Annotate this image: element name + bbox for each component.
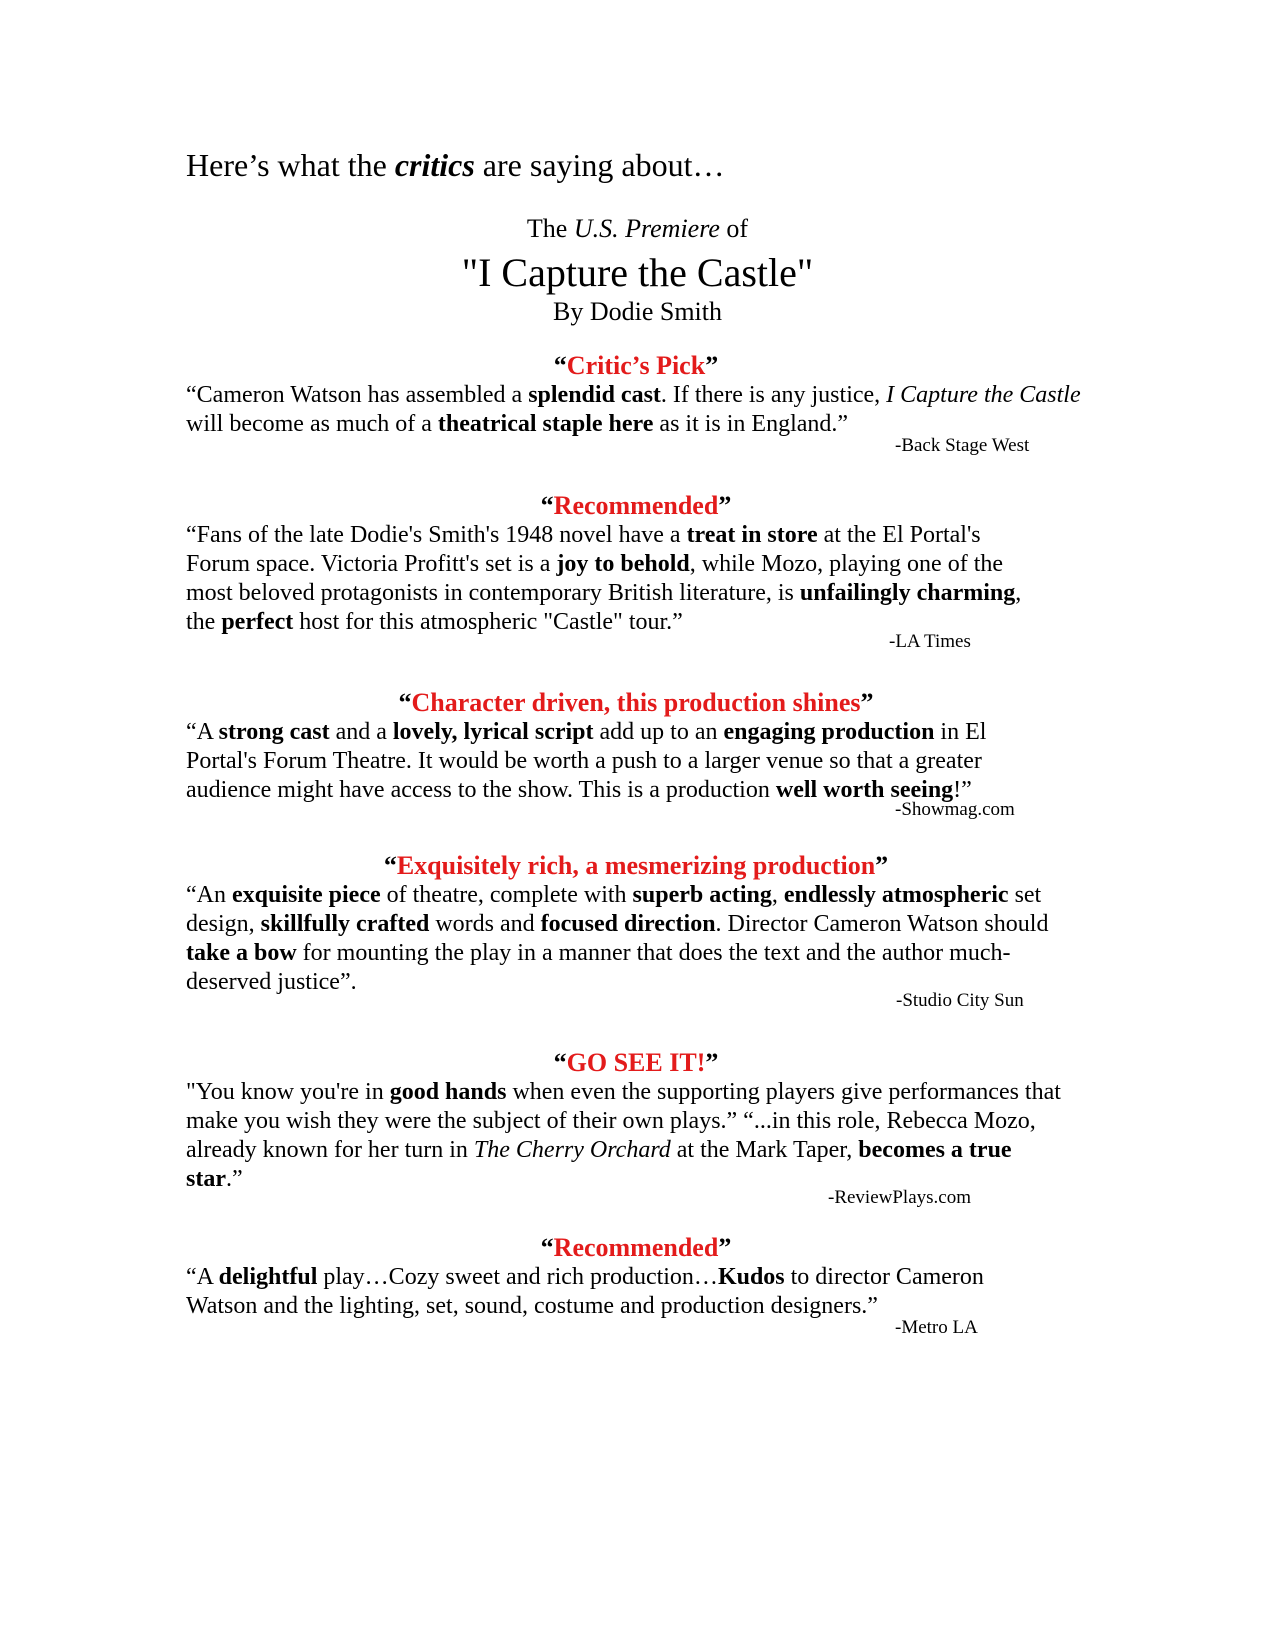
- review-heading: “Character driven, this production shines”: [398, 688, 874, 717]
- review-quote: [186, 1263, 1006, 1321]
- quote-emphasis-bold: exquisite piece: [231, 882, 381, 908]
- review-source: -Studio City Sun: [896, 990, 1024, 1011]
- quote-emphasis-bold: unfailingly charming: [799, 580, 1016, 606]
- quote-text: "You know you're in: [186, 1079, 390, 1105]
- quote-text: for mounting the play in a manner that does the text and the author much-deserved justice”.: [186, 940, 1011, 995]
- review-source: -Showmag.com: [895, 799, 1015, 820]
- intro-emphasis: critics: [394, 147, 475, 183]
- quote-text: !”: [953, 777, 972, 803]
- quote-emphasis-bold: lovely, lyrical script: [392, 719, 594, 745]
- review-heading-text: Character driven, this production shines: [411, 688, 861, 717]
- quote-emphasis-bold: delightful: [218, 1264, 318, 1290]
- quote-text: at the Mark Taper,: [670, 1137, 859, 1163]
- quote-text: as it is in England.”: [653, 411, 849, 437]
- quote-text: ,: [771, 882, 784, 908]
- quote-emphasis-bold: strong cast: [218, 719, 330, 745]
- review-heading-text: GO SEE IT!: [566, 1048, 706, 1077]
- review-block: [186, 491, 1086, 652]
- quote-text: set design,: [186, 882, 1042, 937]
- quote-text: “A: [186, 719, 219, 745]
- quote-text: in El Portal's Forum Theatre. It would be worth a push to a larger venue so that a greater audience might have access to the show. This is a production: [186, 719, 987, 803]
- quote-text: to director Cameron Watson and the lighting, set, sound, costume and production designers.”: [186, 1264, 984, 1319]
- quote-emphasis-italic: I Capture the Castle: [886, 382, 1081, 408]
- quote-text: host for this atmospheric "Castle" tour.”: [293, 609, 683, 635]
- review-block: [186, 351, 1086, 456]
- quote-text: when even the supporting players give performances that make you wish they were the subject of their own plays.” “...in this role, Rebecca Mozo, already known for her turn in: [186, 1079, 1061, 1163]
- quote-emphasis-italic: The Cherry Orchard: [473, 1137, 671, 1163]
- quote-text: , while Mozo, playing one of the most beloved protagonists in contemporary British literature, is: [186, 551, 1004, 606]
- review-heading-text: Recommended: [553, 491, 719, 520]
- quote-emphasis-bold: becomes a true star: [186, 1137, 1012, 1192]
- quote-text: “A: [186, 1264, 219, 1290]
- review-source: -Metro LA: [895, 1317, 978, 1338]
- premiere-line: [0, 213, 1275, 245]
- quote-text: and a: [329, 719, 393, 745]
- quote-emphasis-bold: theatrical staple here: [437, 411, 654, 437]
- quote-emphasis-bold: treat in store: [686, 522, 818, 548]
- quote-text: play…Cozy sweet and rich production…: [317, 1264, 718, 1290]
- quote-text: “Cameron Watson has assembled a: [186, 382, 529, 408]
- review-source: -Back Stage West: [895, 435, 1030, 456]
- quote-text: . Director Cameron Watson should: [715, 911, 1049, 937]
- quote-emphasis-bold: splendid cast: [528, 382, 661, 408]
- review-quote: [186, 718, 1006, 805]
- review-heading: “Recommended”: [540, 1233, 732, 1262]
- premiere-post: of: [719, 214, 749, 243]
- quote-emphasis-bold: Kudos: [717, 1264, 785, 1290]
- intro-line: [186, 146, 725, 184]
- quote-emphasis-bold: focused direction: [540, 911, 716, 937]
- review-block: [186, 1233, 1086, 1338]
- review-quote: [186, 381, 1086, 439]
- review-quote: [186, 521, 1036, 637]
- play-title: "I Capture the Castle": [461, 250, 814, 295]
- review-heading-text: Recommended: [553, 1233, 719, 1262]
- quote-emphasis-bold: perfect: [221, 609, 294, 635]
- quote-text: . If there is any justice,: [660, 382, 887, 408]
- quote-text: , the: [186, 580, 1022, 635]
- quote-text: “Fans of the late Dodie's Smith's 1948 novel have a: [186, 522, 687, 548]
- quote-text: words and: [429, 911, 541, 937]
- review-heading: “Exquisitely rich, a mesmerizing production”: [383, 851, 889, 880]
- quote-text: .”: [225, 1166, 243, 1192]
- intro-post: are saying about…: [474, 147, 725, 183]
- quote-text: at the El Portal's Forum space. Victoria Profitt's set is a: [186, 522, 981, 577]
- review-heading: “Recommended”: [540, 491, 732, 520]
- review-block: [186, 688, 1086, 820]
- intro-pre: Here’s what the: [186, 147, 395, 183]
- quote-emphasis-bold: good hands: [389, 1079, 507, 1105]
- review-quote: [186, 881, 1056, 997]
- quote-emphasis-bold: engaging production: [723, 719, 935, 745]
- quote-text: of theatre, complete with: [380, 882, 633, 908]
- premiere-pre: The: [526, 214, 574, 243]
- quote-emphasis-bold: endlessly atmospheric: [783, 882, 1009, 908]
- quote-emphasis-bold: skillfully crafted: [260, 911, 430, 937]
- quote-text: “An: [186, 882, 232, 908]
- review-heading-text: Exquisitely rich, a mesmerizing production: [396, 851, 876, 880]
- quote-emphasis-bold: well worth seeing: [775, 777, 954, 803]
- premiere-emphasis: U.S. Premiere: [573, 214, 720, 243]
- review-source: -ReviewPlays.com: [828, 1187, 972, 1208]
- quote-text: will become as much of a: [186, 411, 438, 437]
- quote-text: add up to an: [593, 719, 724, 745]
- review-source: -LA Times: [889, 631, 971, 652]
- review-heading-text: Critic’s Pick: [566, 351, 706, 380]
- quote-emphasis-bold: superb acting: [632, 882, 772, 908]
- play-author: By Dodie Smith: [552, 297, 722, 326]
- review-block: [186, 851, 1086, 1011]
- review-heading: “GO SEE IT!”: [553, 1048, 719, 1077]
- quote-emphasis-bold: take a bow: [186, 940, 297, 966]
- quote-emphasis-bold: joy to behold: [556, 551, 690, 577]
- review-quote: [186, 1078, 1066, 1194]
- review-heading: “Critic’s Pick”: [553, 351, 719, 380]
- review-block: [186, 1048, 1086, 1208]
